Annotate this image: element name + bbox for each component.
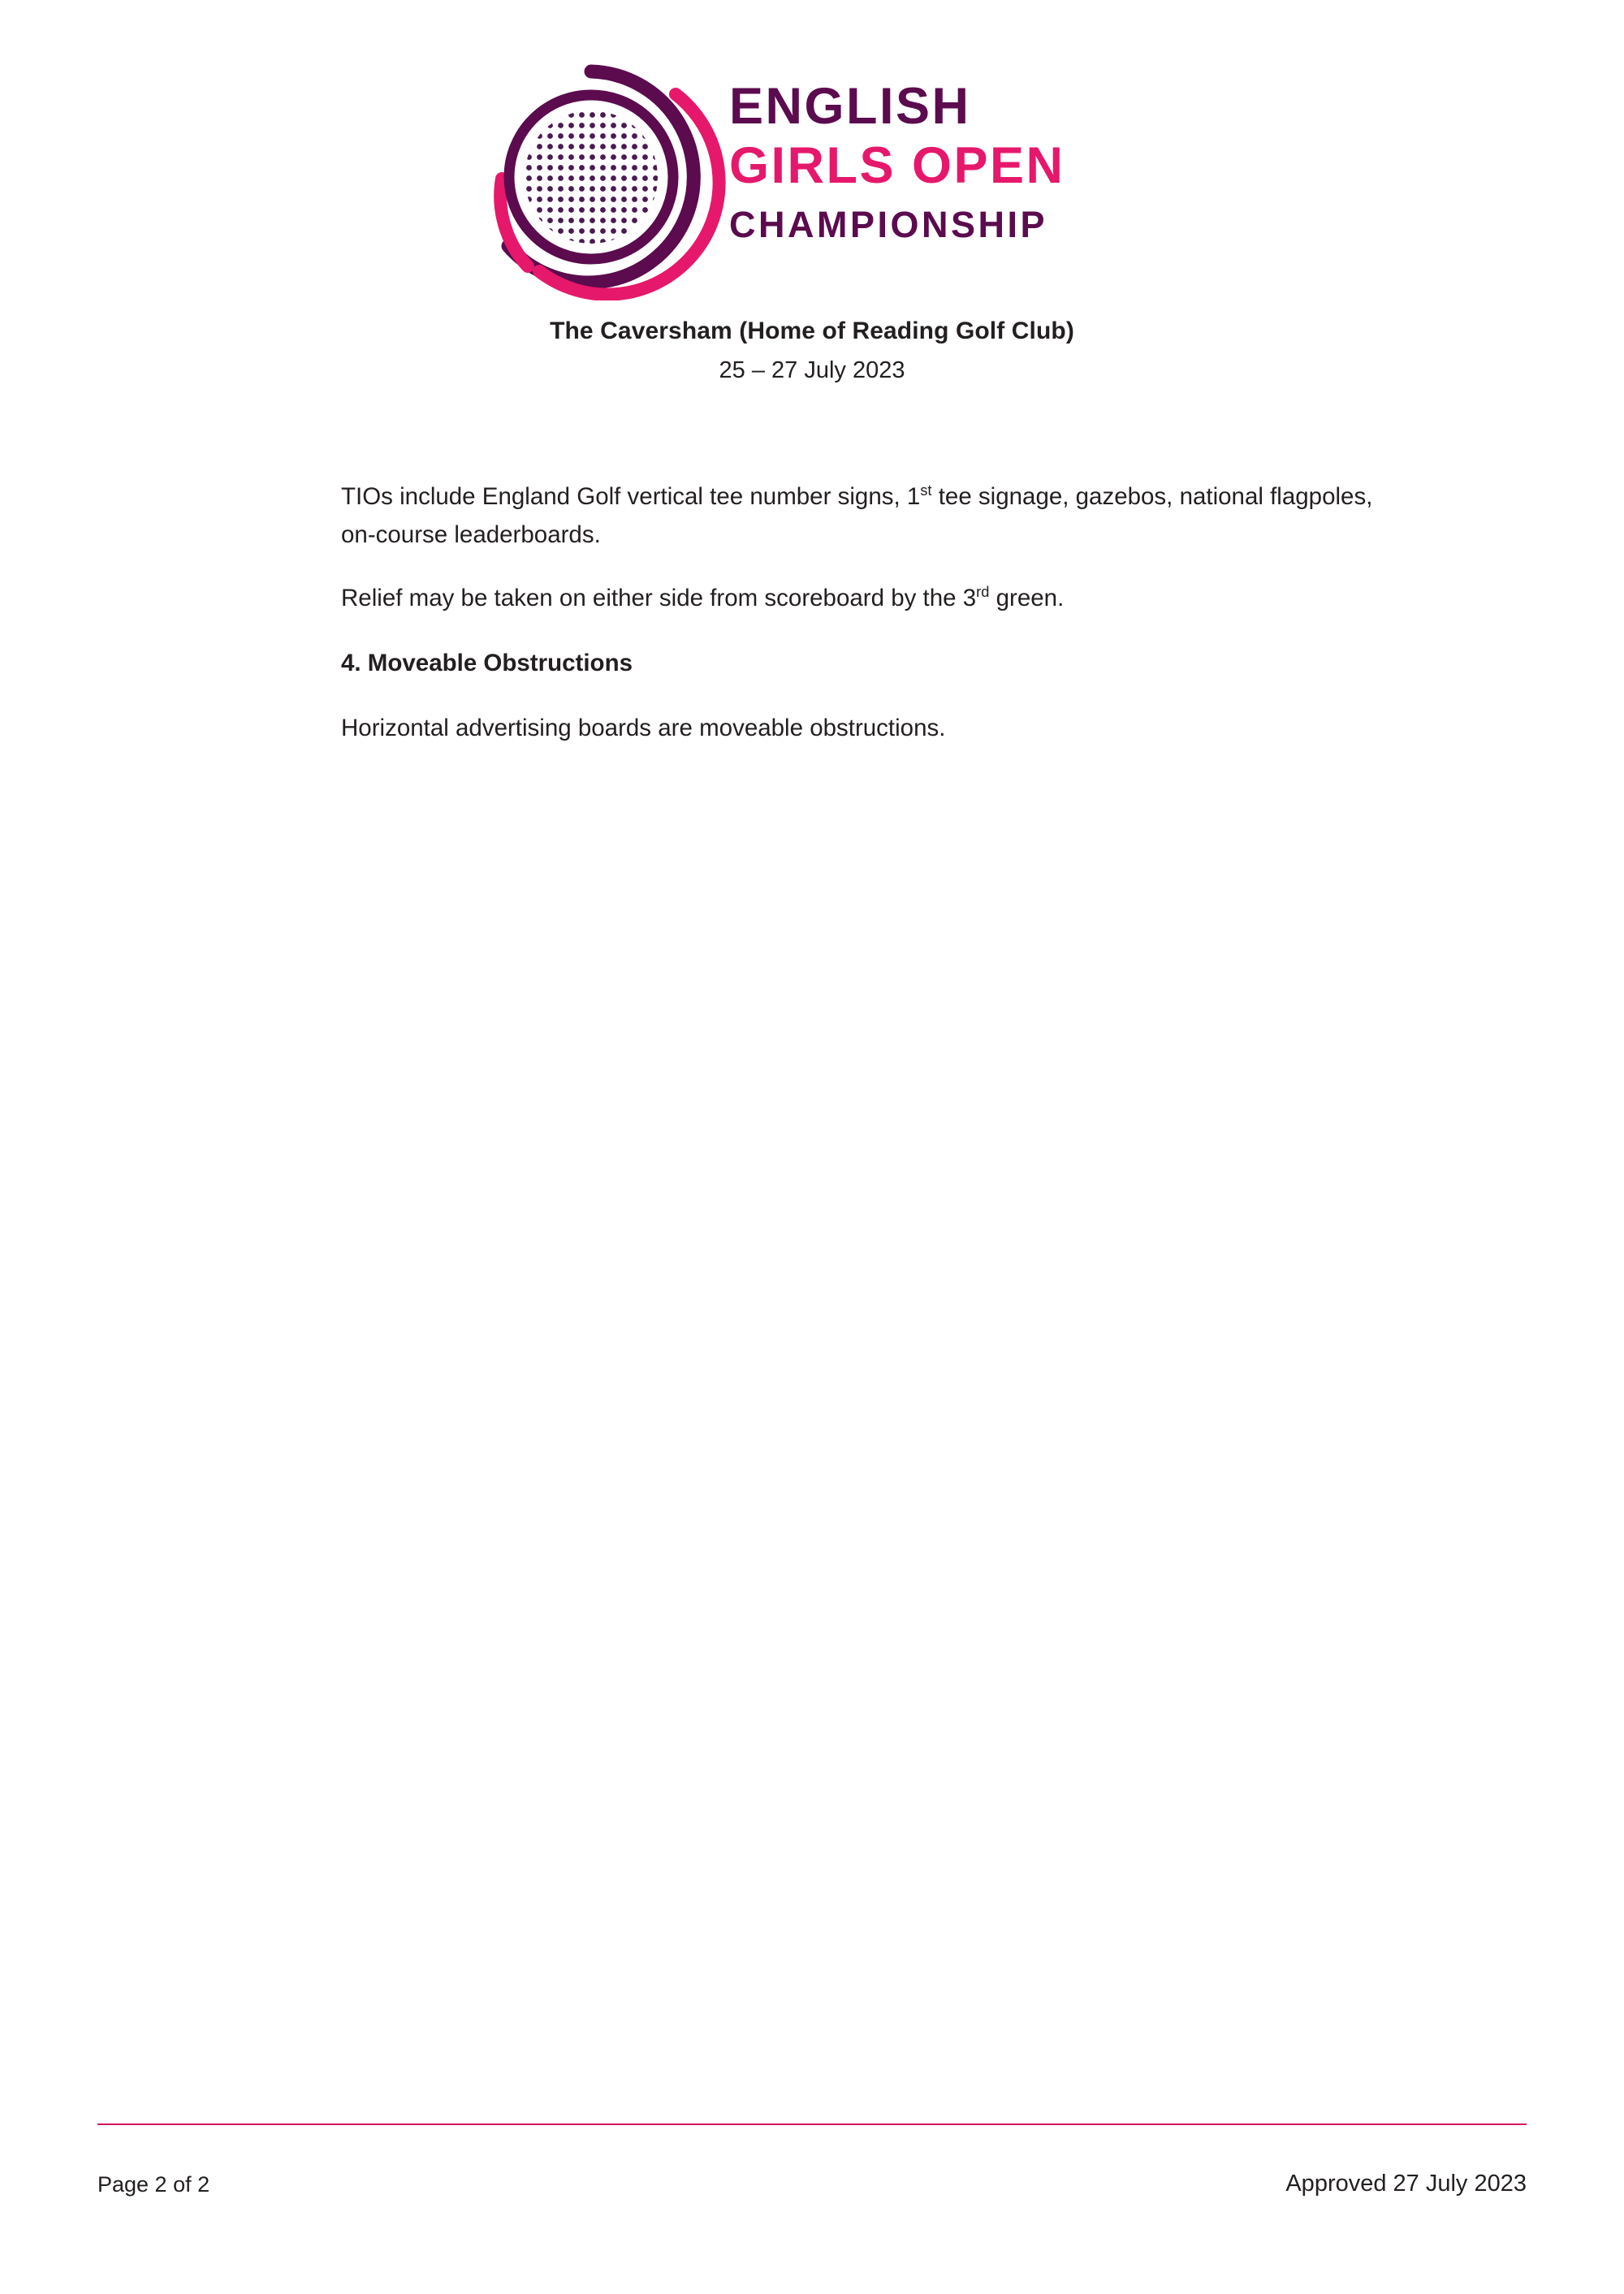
- heading-moveable-obstructions: 4. Moveable Obstructions: [341, 649, 633, 676]
- golf-ball-swirl-icon: [471, 57, 1153, 300]
- paragraph-tios-text-2: tee signage, gazebos, national flagpoles, on-course leaderboards.: [341, 482, 1373, 549]
- paragraph-relief-text-2: green.: [989, 585, 1065, 612]
- document-footer: [0, 2123, 1624, 2294]
- venue-line: The Caversham (Home of Reading Golf Club): [550, 318, 1074, 344]
- paragraph-tios-ordinal-1: st: [920, 481, 932, 499]
- page-number: Page 2 of 2: [97, 2172, 210, 2197]
- paragraph-advertising-boards: Horizontal advertising boards are moveable obstructions.: [341, 714, 946, 741]
- document-body: [146, 477, 1478, 748]
- logo-block: [0, 0, 1624, 300]
- paragraph-relief-ordinal-1: rd: [976, 583, 990, 601]
- logo-line-1: ENGLISH: [729, 78, 971, 135]
- english-girls-open-logo: [471, 57, 1153, 300]
- document-header: [0, 315, 1624, 387]
- footer-divider: [97, 2123, 1527, 2125]
- logo-line-2: GIRLS OPEN: [729, 137, 1065, 194]
- logo-line-3: CHAMPIONSHIP: [729, 204, 1048, 245]
- dates-line: 25 – 27 July 2023: [719, 356, 905, 383]
- approved-date: Approved 27 July 2023: [1285, 2171, 1527, 2197]
- paragraph-tios-text-1: TIOs include England Golf vertical tee number signs, 1: [341, 482, 921, 510]
- paragraph-tios: [341, 477, 1380, 555]
- paragraph-relief-text-1: Relief may be taken on either side from scoreboard by the 3: [341, 585, 977, 612]
- paragraph-relief: [341, 579, 1380, 618]
